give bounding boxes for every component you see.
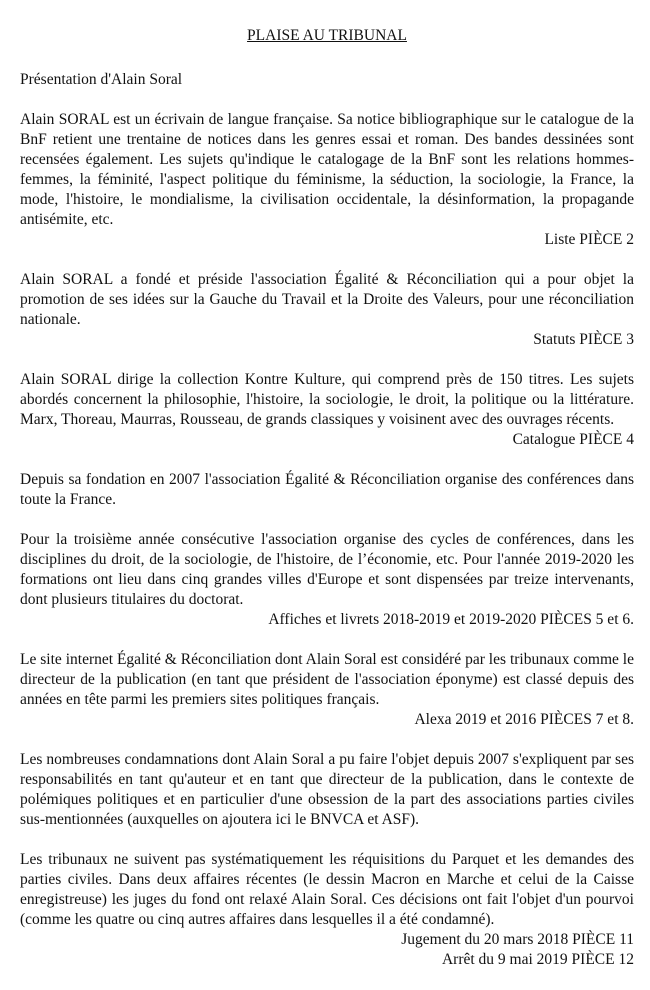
exhibit-reference: Alexa 2019 et 2016 PIÈCES 7 et 8. bbox=[414, 711, 634, 728]
paragraph-text: Alain SORAL dirige la collection Kontre Kulture, qui comprend près de 150 titres. Les sujets abordés concernent la philosophie, l'histoire, la sociologie, le droit, la politique ou la littérature. Marx, Thoreau, Maurras, Rousseau, de grands classiques y voisinent avec des ouvrages récents. bbox=[20, 371, 634, 428]
paragraph-block bbox=[20, 110, 634, 250]
paragraph-text: Le site internet Égalité & Réconciliation dont Alain Soral est considéré par les tribunaux comme le directeur de la publication (en tant que président de l'association éponyme) est classé depuis des années en tête parmi les premiers sites politiques français. bbox=[20, 651, 634, 708]
exhibit-reference: Affiches et livrets 2018-2019 et 2019-2020 PIÈCES 5 et 6. bbox=[268, 611, 634, 628]
paragraph-block bbox=[20, 530, 634, 630]
paragraph-block bbox=[20, 370, 634, 450]
exhibit-reference: Arrêt du 9 mai 2019 PIÈCE 12 bbox=[441, 951, 634, 968]
paragraph-text: Pour la troisième année consécutive l'association organise des cycles de conférences, dans les disciplines du droit, de la sociologie, de l'histoire, de l’économie, etc. Pour l'année 2019-2020 les formations ont lieu dans cinq grandes villes d'Europe et sont dispensées par treize intervenants, dont plusieurs titulaires du doctorat. bbox=[20, 531, 634, 608]
paragraph-text: Alain SORAL a fondé et préside l'association Égalité & Réconciliation qui a pour objet la promotion de ses idées sur la Gauche du Travail et la Droite des Valeurs, pour une réconciliation nationale. bbox=[20, 271, 634, 328]
paragraph-text: Alain SORAL est un écrivain de langue française. Sa notice bibliographique sur le catalogue de la BnF retient une trentaine de notices dans les genres essai et roman. Des bandes dessinées sont recensées également. Les sujets qu'indique le catalogage de la BnF sont les relations hommes-femmes, la féminité, l'aspect politique du féminisme, la séduction, la sociologie, la France, la mode, l'histoire, le mondialisme, la civilisation occidentale, la désinformation, la propagande antisémite, etc. bbox=[20, 111, 634, 228]
exhibit-reference: Catalogue PIÈCE 4 bbox=[512, 431, 634, 448]
intro-heading: Présentation d'Alain Soral bbox=[20, 71, 183, 88]
exhibit-reference: Jugement du 20 mars 2018 PIÈCE 11 bbox=[401, 931, 634, 948]
exhibit-reference: Statuts PIÈCE 3 bbox=[533, 331, 634, 348]
paragraph-block bbox=[20, 750, 634, 830]
paragraph-block bbox=[20, 850, 634, 970]
exhibit-reference: Liste PIÈCE 2 bbox=[544, 231, 634, 248]
paragraph-text: Les tribunaux ne suivent pas systématiquement les réquisitions du Parquet et les demandes des parties civiles. Dans deux affaires récentes (le dessin Macron en Marche et celui de la Caisse enregistreuse) les juges du fond ont relaxé Alain Soral. Ces décisions ont fait l'objet d'un pourvoi (comme les quatre ou cinq autres affaires dans lesquelles il a été condamné). bbox=[20, 851, 634, 928]
paragraph-text: Depuis sa fondation en 2007 l'association Égalité & Réconciliation organise des conférences dans toute la France. bbox=[20, 471, 634, 508]
document-title: PLAISE AU TRIBUNAL bbox=[247, 27, 407, 44]
paragraph-text: Les nombreuses condamnations dont Alain Soral a pu faire l'objet depuis 2007 s'expliquent par ses responsabilités en tant qu'auteur et en tant que directeur de la publication, dans le contexte de polémiques politiques et en particulier d'une obsession de la part des associations parties civiles sus-mentionnées (auxquelles on ajoutera ici le BNVCA et ASF). bbox=[20, 751, 634, 828]
document-page bbox=[20, 26, 634, 990]
paragraph-block bbox=[20, 650, 634, 730]
paragraph-block bbox=[20, 470, 634, 510]
paragraph-block bbox=[20, 270, 634, 350]
